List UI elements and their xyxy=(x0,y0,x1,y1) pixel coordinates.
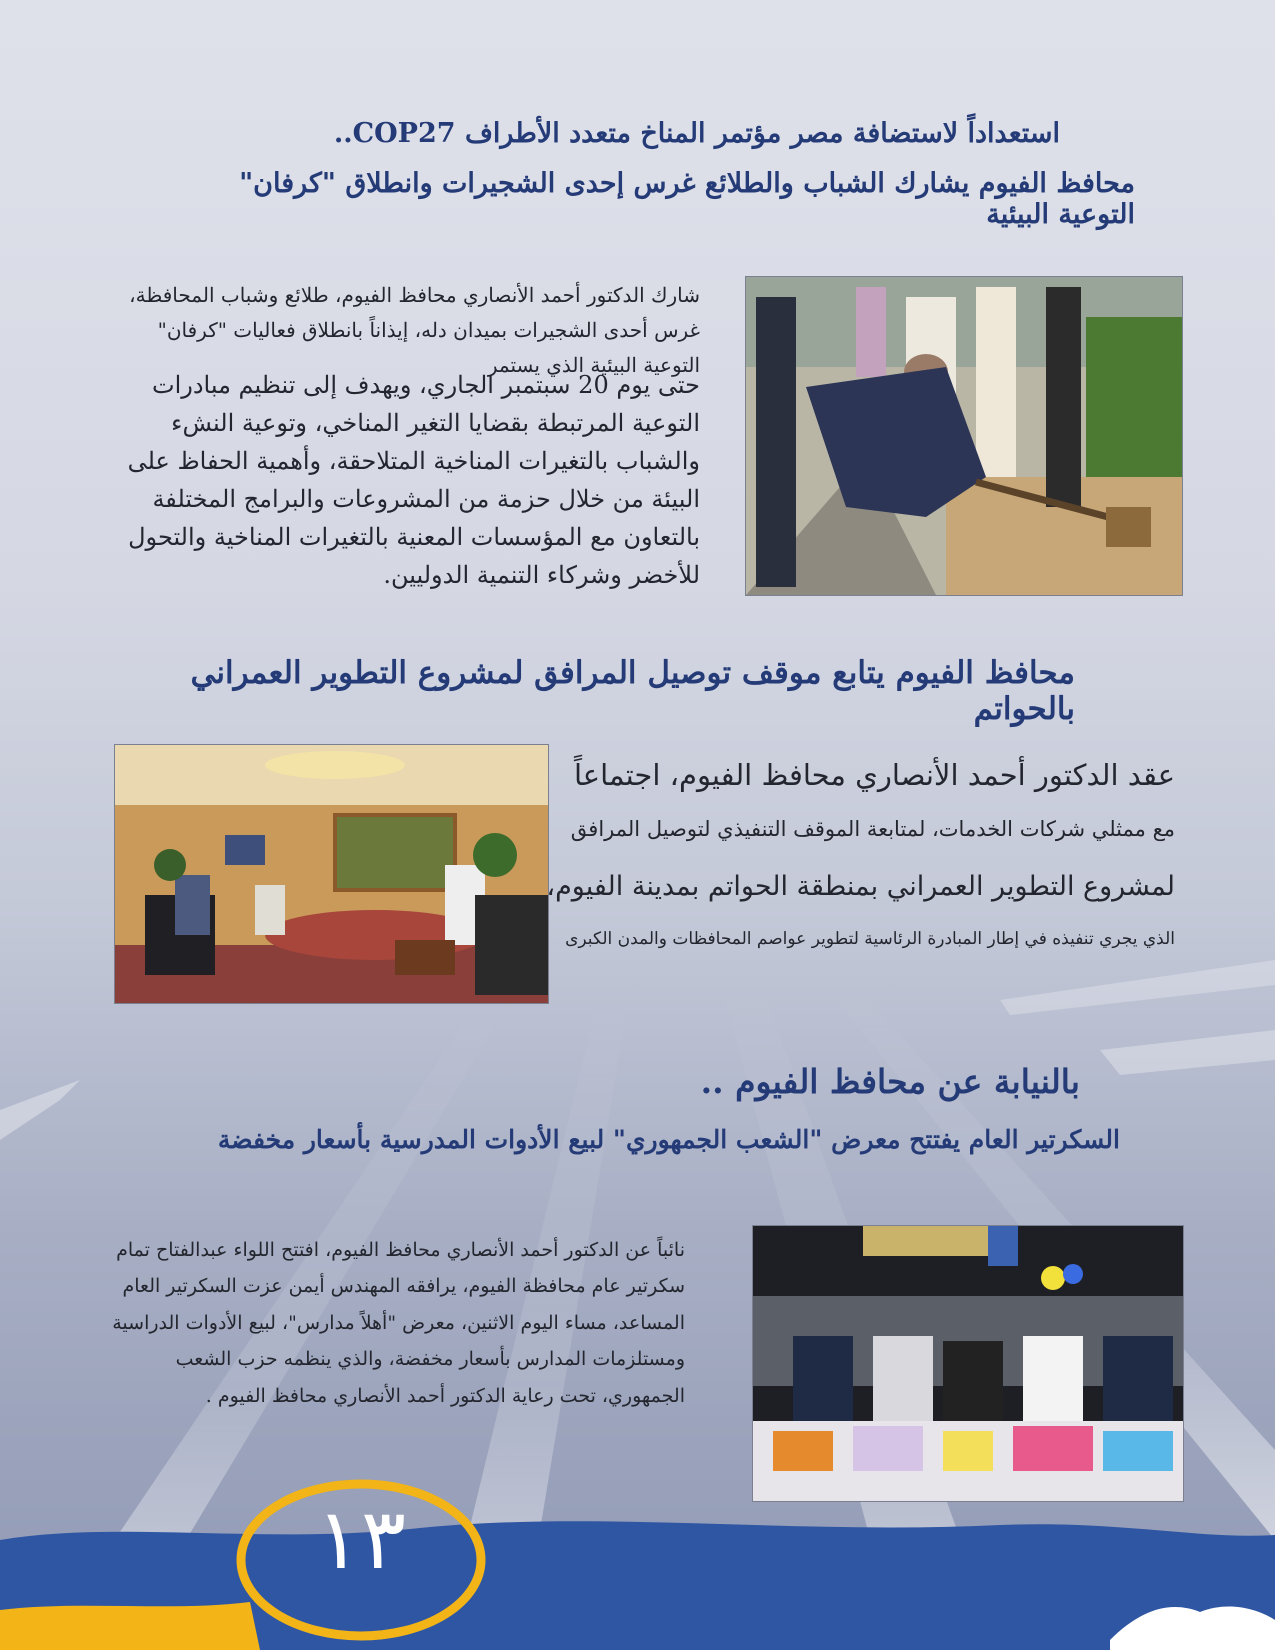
article2-line2: مع ممثلي شركات الخدمات، لمتابعة الموقف التنفيذي لتوصيل المرافق xyxy=(570,817,1175,841)
article3-headline-line2: السكرتير العام يفتتح معرض "الشعب الجمهوري" لبيع الأدوات المدرسية بأسعار مخفضة xyxy=(217,1125,1120,1154)
article2-line1: عقد الدكتور أحمد الأنصاري محافظ الفيوم، اجتماعاً xyxy=(573,758,1175,792)
article2-line3: لمشروع التطوير العمراني بمنطقة الحواتم بمدينة الفيوم، xyxy=(546,871,1175,902)
page-number-badge xyxy=(232,1475,490,1645)
article3-body: نائباً عن الدكتور أحمد الأنصاري محافظ الفيوم، افتتح اللواء عبدالفتاح تمام سكرتير عام محافظة الفيوم، يرافقه المهندس أيمن عزت السكرتير العام المساعد، مساء اليوم الاثنين، معرض "أهلاً مدارس"، لبيع الأدوات الدراسية ومستلزمات المدارس بأسعار مخفضة، والذي ينظمه حزب الشعب الجمهوري، تحت رعاية الدكتور أحمد الأنصاري محافظ الفيوم . xyxy=(112,1239,685,1407)
article3-photo-exhibition xyxy=(752,1225,1184,1502)
article2-line4: الذي يجري تنفيذه في إطار المبادرة الرئاسية لتطوير عواصم المحافظات والمدن الكبرى xyxy=(565,929,1175,949)
article1-photo-tree-planting xyxy=(745,276,1183,596)
article3-headline-line1: بالنيابة عن محافظ الفيوم .. xyxy=(700,1062,1080,1101)
article1-body-large: حتى يوم 20 سبتمبر الجاري، ويهدف إلى تنظيم مبادرات التوعية المرتبطة بقضايا التغير المناخي، وتوعية النشء والشباب بالتغيرات المناخية المتلاحقة، وأهمية الحفاظ على البيئة من خلال حزمة من المشروعات والبرامج المختلفة بالتعاون مع المؤسسات المعنية بالتغيرات المناخية والتحول للأخضر وشركاء التنمية الدوليين. xyxy=(127,371,700,589)
article1-headline-line2: محافظ الفيوم يشارك الشباب والطلائع غرس إحدى الشجيرات وانطلاق "كرفان" التوعية البيئية xyxy=(239,168,1135,230)
article2-photo-meeting xyxy=(114,744,549,1004)
page-number: ١٣ xyxy=(315,1490,407,1588)
article1-headline-line1: استعداداً لاستضافة مصر مؤتمر المناخ متعدد الأطراف COP27.. xyxy=(333,118,1060,149)
article1-body-small: شارك الدكتور أحمد الأنصاري محافظ الفيوم، طلائع وشباب المحافظة، غرس أحدى الشجيرات بميدان دله، إيذاناً بانطلاق فعاليات "كرفان" التوعية البيئية الذي يستمر xyxy=(129,283,700,377)
article2-headline: محافظ الفيوم يتابع موقف توصيل المرافق لمشروع التطوير العمراني بالحواتم xyxy=(190,655,1075,727)
